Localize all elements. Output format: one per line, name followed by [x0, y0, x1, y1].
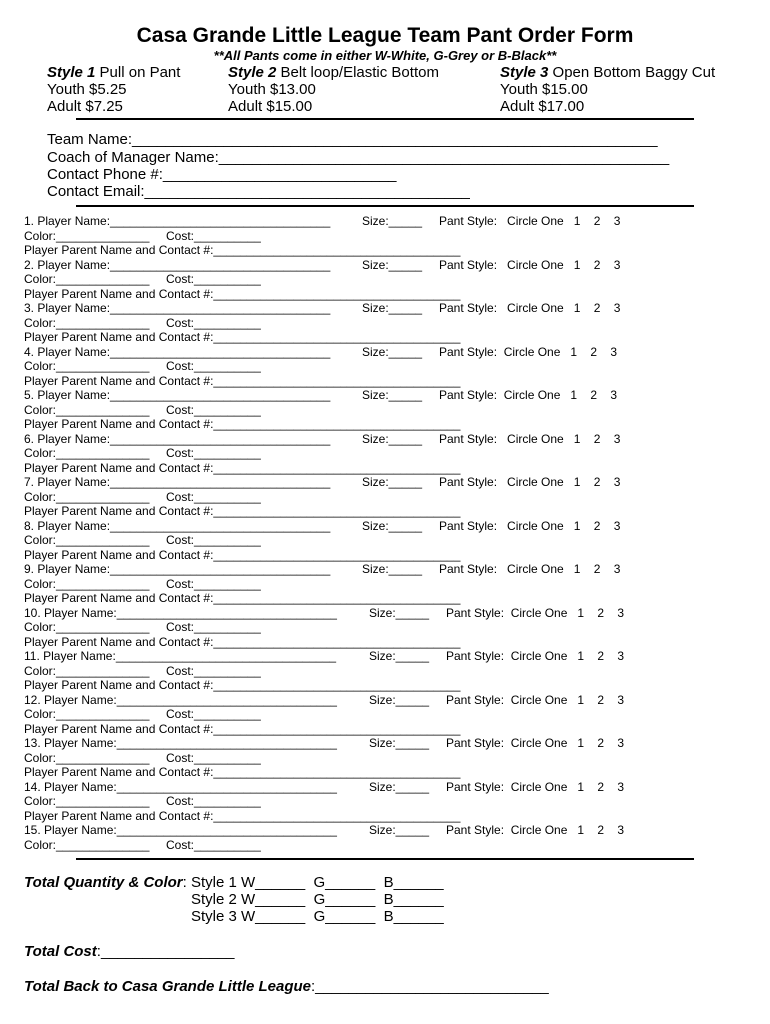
contact-phone-field[interactable]: Contact Phone #:____________________________	[47, 166, 397, 183]
player-parent-contact-field[interactable]: Player Parent Name and Contact #:_____________________________________	[24, 373, 461, 388]
total-quantity-style-1[interactable]	[24, 874, 444, 891]
player-cost-field[interactable]: Cost:__________	[166, 446, 261, 460]
style-1-adult: Adult $7.25	[47, 98, 123, 115]
player-cost-field[interactable]: Cost:__________	[166, 620, 261, 634]
player-color-field[interactable]: Color:______________	[24, 228, 150, 243]
total-style-1-blanks: : Style 1 W______ G______ B______	[182, 874, 444, 891]
player-size-field[interactable]: Size:_____	[362, 518, 423, 533]
player-cost-field[interactable]: Cost:__________	[166, 533, 261, 547]
style-3-name: Style 3	[500, 64, 549, 81]
player-cost-field[interactable]: Cost:__________	[166, 272, 261, 286]
player-size-field[interactable]: Size:_____	[362, 388, 423, 402]
total-back-blank: :____________________________	[311, 978, 549, 995]
style-2-pricing	[228, 64, 439, 115]
style-2-desc: Belt loop/Elastic Bottom	[276, 64, 439, 81]
style-1-name: Style 1	[47, 64, 96, 81]
player-name-field[interactable]: 4. Player Name:_________________________________	[24, 344, 331, 359]
player-cost-field[interactable]: Cost:__________	[166, 750, 261, 765]
player-parent-contact-field[interactable]: Player Parent Name and Contact #:_____________________________________	[24, 634, 461, 649]
page-title: Casa Grande Little League Team Pant Order Form	[136, 24, 634, 47]
player-cost-field[interactable]: Cost:__________	[166, 707, 261, 721]
player-pant-style-choice[interactable]: Pant Style: Circle One 1 2 3	[439, 388, 618, 402]
player-name-field[interactable]: 1. Player Name:_________________________________	[24, 214, 331, 228]
player-size-field[interactable]: Size:_____	[369, 736, 430, 750]
total-cost-field[interactable]	[24, 943, 234, 960]
player-size-field[interactable]: Size:_____	[362, 301, 423, 315]
player-color-field[interactable]: Color:______________	[24, 794, 150, 808]
player-size-field[interactable]: Size:_____	[362, 257, 423, 272]
player-pant-style-choice[interactable]: Pant Style: Circle One 1 2 3	[446, 649, 625, 663]
divider-contact	[76, 205, 694, 207]
player-parent-contact-field[interactable]: Player Parent Name and Contact #:_____________________________________	[24, 504, 461, 518]
player-size-field[interactable]: Size:_____	[369, 823, 430, 837]
divider-bottom	[76, 858, 694, 860]
player-name-field[interactable]: 9. Player Name:_________________________________	[24, 562, 331, 576]
player-color-field[interactable]: Color:______________	[24, 663, 150, 678]
page-subtitle: **All Pants come in either W-White, G-Grey or B-Black**	[213, 48, 557, 63]
player-parent-contact-field[interactable]: Player Parent Name and Contact #:_____________________________________	[24, 808, 461, 823]
player-cost-field[interactable]: Cost:__________	[166, 359, 261, 373]
player-parent-contact-field[interactable]: Player Parent Name and Contact #:_____________________________________	[24, 547, 461, 562]
total-back-field[interactable]	[24, 978, 549, 995]
player-name-field[interactable]: 14. Player Name:_________________________________	[24, 779, 337, 794]
style-1-youth: Youth $5.25	[47, 81, 127, 98]
contact-email-field[interactable]: Contact Email:_______________________________________	[47, 183, 470, 200]
total-quantity-label: Total Quantity & Color	[24, 874, 183, 891]
player-cost-field[interactable]: Cost:__________	[166, 489, 261, 504]
player-size-field[interactable]: Size:_____	[362, 214, 423, 228]
player-name-field[interactable]: 12. Player Name:_________________________________	[24, 692, 337, 707]
player-cost-field[interactable]: Cost:__________	[166, 794, 261, 808]
player-color-field[interactable]: Color:______________	[24, 272, 150, 286]
player-size-field[interactable]: Size:_____	[369, 692, 430, 707]
player-color-field[interactable]: Color:______________	[24, 315, 150, 330]
player-name-field[interactable]: 10. Player Name:_________________________________	[24, 605, 337, 620]
player-size-field[interactable]: Size:_____	[369, 779, 430, 794]
player-parent-contact-field[interactable]: Player Parent Name and Contact #:_____________________________________	[24, 591, 461, 605]
player-size-field[interactable]: Size:_____	[362, 475, 423, 489]
player-cost-field[interactable]: Cost:__________	[166, 837, 261, 852]
player-color-field[interactable]: Color:______________	[24, 446, 150, 460]
total-quantity-style-3[interactable]: Style 3 W______ G______ B______	[191, 908, 444, 925]
divider-top	[76, 118, 694, 120]
player-color-field[interactable]: Color:______________	[24, 750, 150, 765]
player-pant-style-choice[interactable]: Pant Style: Circle One 1 2 3	[439, 301, 621, 315]
player-parent-contact-field[interactable]: Player Parent Name and Contact #:_____________________________________	[24, 330, 461, 344]
style-1-desc: Pull on Pant	[95, 64, 181, 81]
player-color-field[interactable]: Color:______________	[24, 837, 150, 852]
total-cost-blank: :________________	[96, 943, 235, 960]
player-pant-style-choice[interactable]: Pant Style: Circle One 1 2 3	[446, 736, 625, 750]
player-name-field[interactable]: 15. Player Name:_________________________________	[24, 823, 337, 837]
player-name-field[interactable]: 2. Player Name:_________________________________	[24, 257, 331, 272]
player-pant-style-choice[interactable]: Pant Style: Circle One 1 2 3	[446, 779, 625, 794]
player-color-field[interactable]: Color:______________	[24, 620, 150, 634]
style-2-name: Style 2	[228, 64, 277, 81]
player-name-field[interactable]: 8. Player Name:_________________________________	[24, 518, 331, 533]
team-name-field[interactable]: Team Name:_______________________________________________________________	[47, 131, 658, 148]
style-3-pricing	[500, 64, 715, 115]
player-cost-field[interactable]: Cost:__________	[166, 663, 261, 678]
player-color-field[interactable]: Color:______________	[24, 359, 150, 373]
player-parent-contact-field[interactable]: Player Parent Name and Contact #:_____________________________________	[24, 243, 461, 257]
player-parent-contact-field[interactable]: Player Parent Name and Contact #:_____________________________________	[24, 678, 461, 692]
player-pant-style-choice[interactable]: Pant Style: Circle One 1 2 3	[439, 214, 621, 228]
player-name-field[interactable]: 13. Player Name:_________________________________	[24, 736, 337, 750]
player-parent-contact-field[interactable]: Player Parent Name and Contact #:_____________________________________	[24, 286, 461, 301]
player-color-field[interactable]: Color:______________	[24, 707, 150, 721]
player-parent-contact-field[interactable]: Player Parent Name and Contact #:_____________________________________	[24, 721, 461, 736]
player-parent-contact-field[interactable]: Player Parent Name and Contact #:_____________________________________	[24, 765, 461, 779]
player-pant-style-choice[interactable]: Pant Style: Circle One 1 2 3	[446, 605, 625, 620]
total-back-label: Total Back to Casa Grande Little League	[24, 978, 312, 995]
player-size-field[interactable]: Size:_____	[369, 649, 430, 663]
player-color-field[interactable]: Color:______________	[24, 576, 150, 591]
player-pant-style-choice[interactable]: Pant Style: Circle One 1 2 3	[439, 475, 621, 489]
player-pant-style-choice[interactable]: Pant Style: Circle One 1 2 3	[439, 431, 621, 446]
player-name-field[interactable]: 6. Player Name:_________________________________	[24, 431, 331, 446]
player-pant-style-choice[interactable]: Pant Style: Circle One 1 2 3	[446, 692, 625, 707]
total-quantity-style-2[interactable]: Style 2 W______ G______ B______	[191, 891, 444, 908]
player-cost-field[interactable]: Cost:__________	[166, 315, 261, 330]
player-pant-style-choice[interactable]: Pant Style: Circle One 1 2 3	[439, 344, 618, 359]
style-3-youth: Youth $15.00	[500, 81, 588, 98]
player-color-field[interactable]: Color:______________	[24, 533, 150, 547]
player-pant-style-choice[interactable]: Pant Style: Circle One 1 2 3	[439, 562, 621, 576]
style-1-pricing	[47, 64, 180, 115]
player-pant-style-choice[interactable]: Pant Style: Circle One 1 2 3	[439, 257, 621, 272]
style-3-adult: Adult $17.00	[500, 98, 585, 115]
player-size-field[interactable]: Size:_____	[362, 344, 423, 359]
player-size-field[interactable]: Size:_____	[369, 605, 430, 620]
player-size-field[interactable]: Size:_____	[362, 562, 423, 576]
player-name-field[interactable]: 11. Player Name:_________________________________	[24, 649, 337, 663]
player-cost-field[interactable]: Cost:__________	[166, 402, 261, 417]
style-2-adult: Adult $15.00	[228, 98, 313, 115]
total-cost-label: Total Cost	[24, 943, 97, 960]
player-size-field[interactable]: Size:_____	[362, 431, 423, 446]
style-3-desc: Open Bottom Baggy Cut	[548, 64, 716, 81]
player-color-field[interactable]: Color:______________	[24, 402, 150, 417]
player-name-field[interactable]: 5. Player Name:_________________________________	[24, 388, 331, 402]
player-pant-style-choice[interactable]: Pant Style: Circle One 1 2 3	[439, 518, 621, 533]
player-name-field[interactable]: 3. Player Name:_________________________________	[24, 301, 331, 315]
style-2-youth: Youth $13.00	[228, 81, 316, 98]
player-cost-field[interactable]: Cost:__________	[166, 228, 261, 243]
player-color-field[interactable]: Color:______________	[24, 489, 150, 504]
coach-name-field[interactable]: Coach of Manager Name:______________________________________________________	[47, 149, 670, 166]
player-name-field[interactable]: 7. Player Name:_________________________________	[24, 475, 331, 489]
player-parent-contact-field[interactable]: Player Parent Name and Contact #:_____________________________________	[24, 417, 461, 431]
player-pant-style-choice[interactable]: Pant Style: Circle One 1 2 3	[446, 823, 625, 837]
player-cost-field[interactable]: Cost:__________	[166, 576, 261, 591]
player-parent-contact-field[interactable]: Player Parent Name and Contact #:_____________________________________	[24, 460, 461, 475]
